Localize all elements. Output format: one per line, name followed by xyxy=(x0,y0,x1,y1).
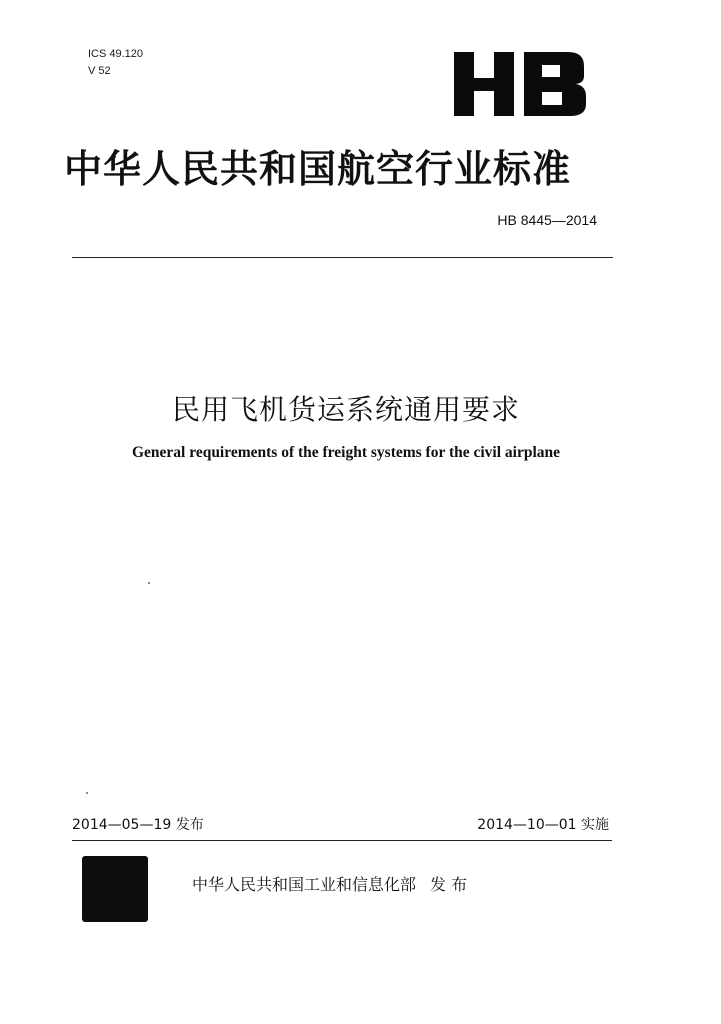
implementation-date: 2014—10—01 实施 xyxy=(477,817,609,833)
issue-date: 2014—05—19 发布 xyxy=(72,817,204,833)
publisher-name: 中华人民共和国工业和信息化部 xyxy=(192,875,417,894)
publish-label: 发 布 xyxy=(430,875,468,894)
document-title-en: General requirements of the freight systems for the civil airplane xyxy=(131,444,561,461)
bottom-divider xyxy=(72,840,612,841)
standard-number: HB 8445—2014 xyxy=(497,212,597,228)
hb-logo xyxy=(450,48,590,118)
document-title-cn: 民用飞机货运系统通用要求 xyxy=(171,393,520,426)
classification-code: V 52 xyxy=(88,65,111,77)
scan-speck xyxy=(86,792,88,794)
top-divider xyxy=(72,257,613,258)
publisher-line xyxy=(192,872,467,895)
publisher-seal xyxy=(82,856,148,922)
ics-code: ICS 49.120 xyxy=(88,48,144,60)
scan-speck xyxy=(148,582,150,584)
standard-category-title: 中华人民共和国航空行业标准 xyxy=(64,147,572,191)
